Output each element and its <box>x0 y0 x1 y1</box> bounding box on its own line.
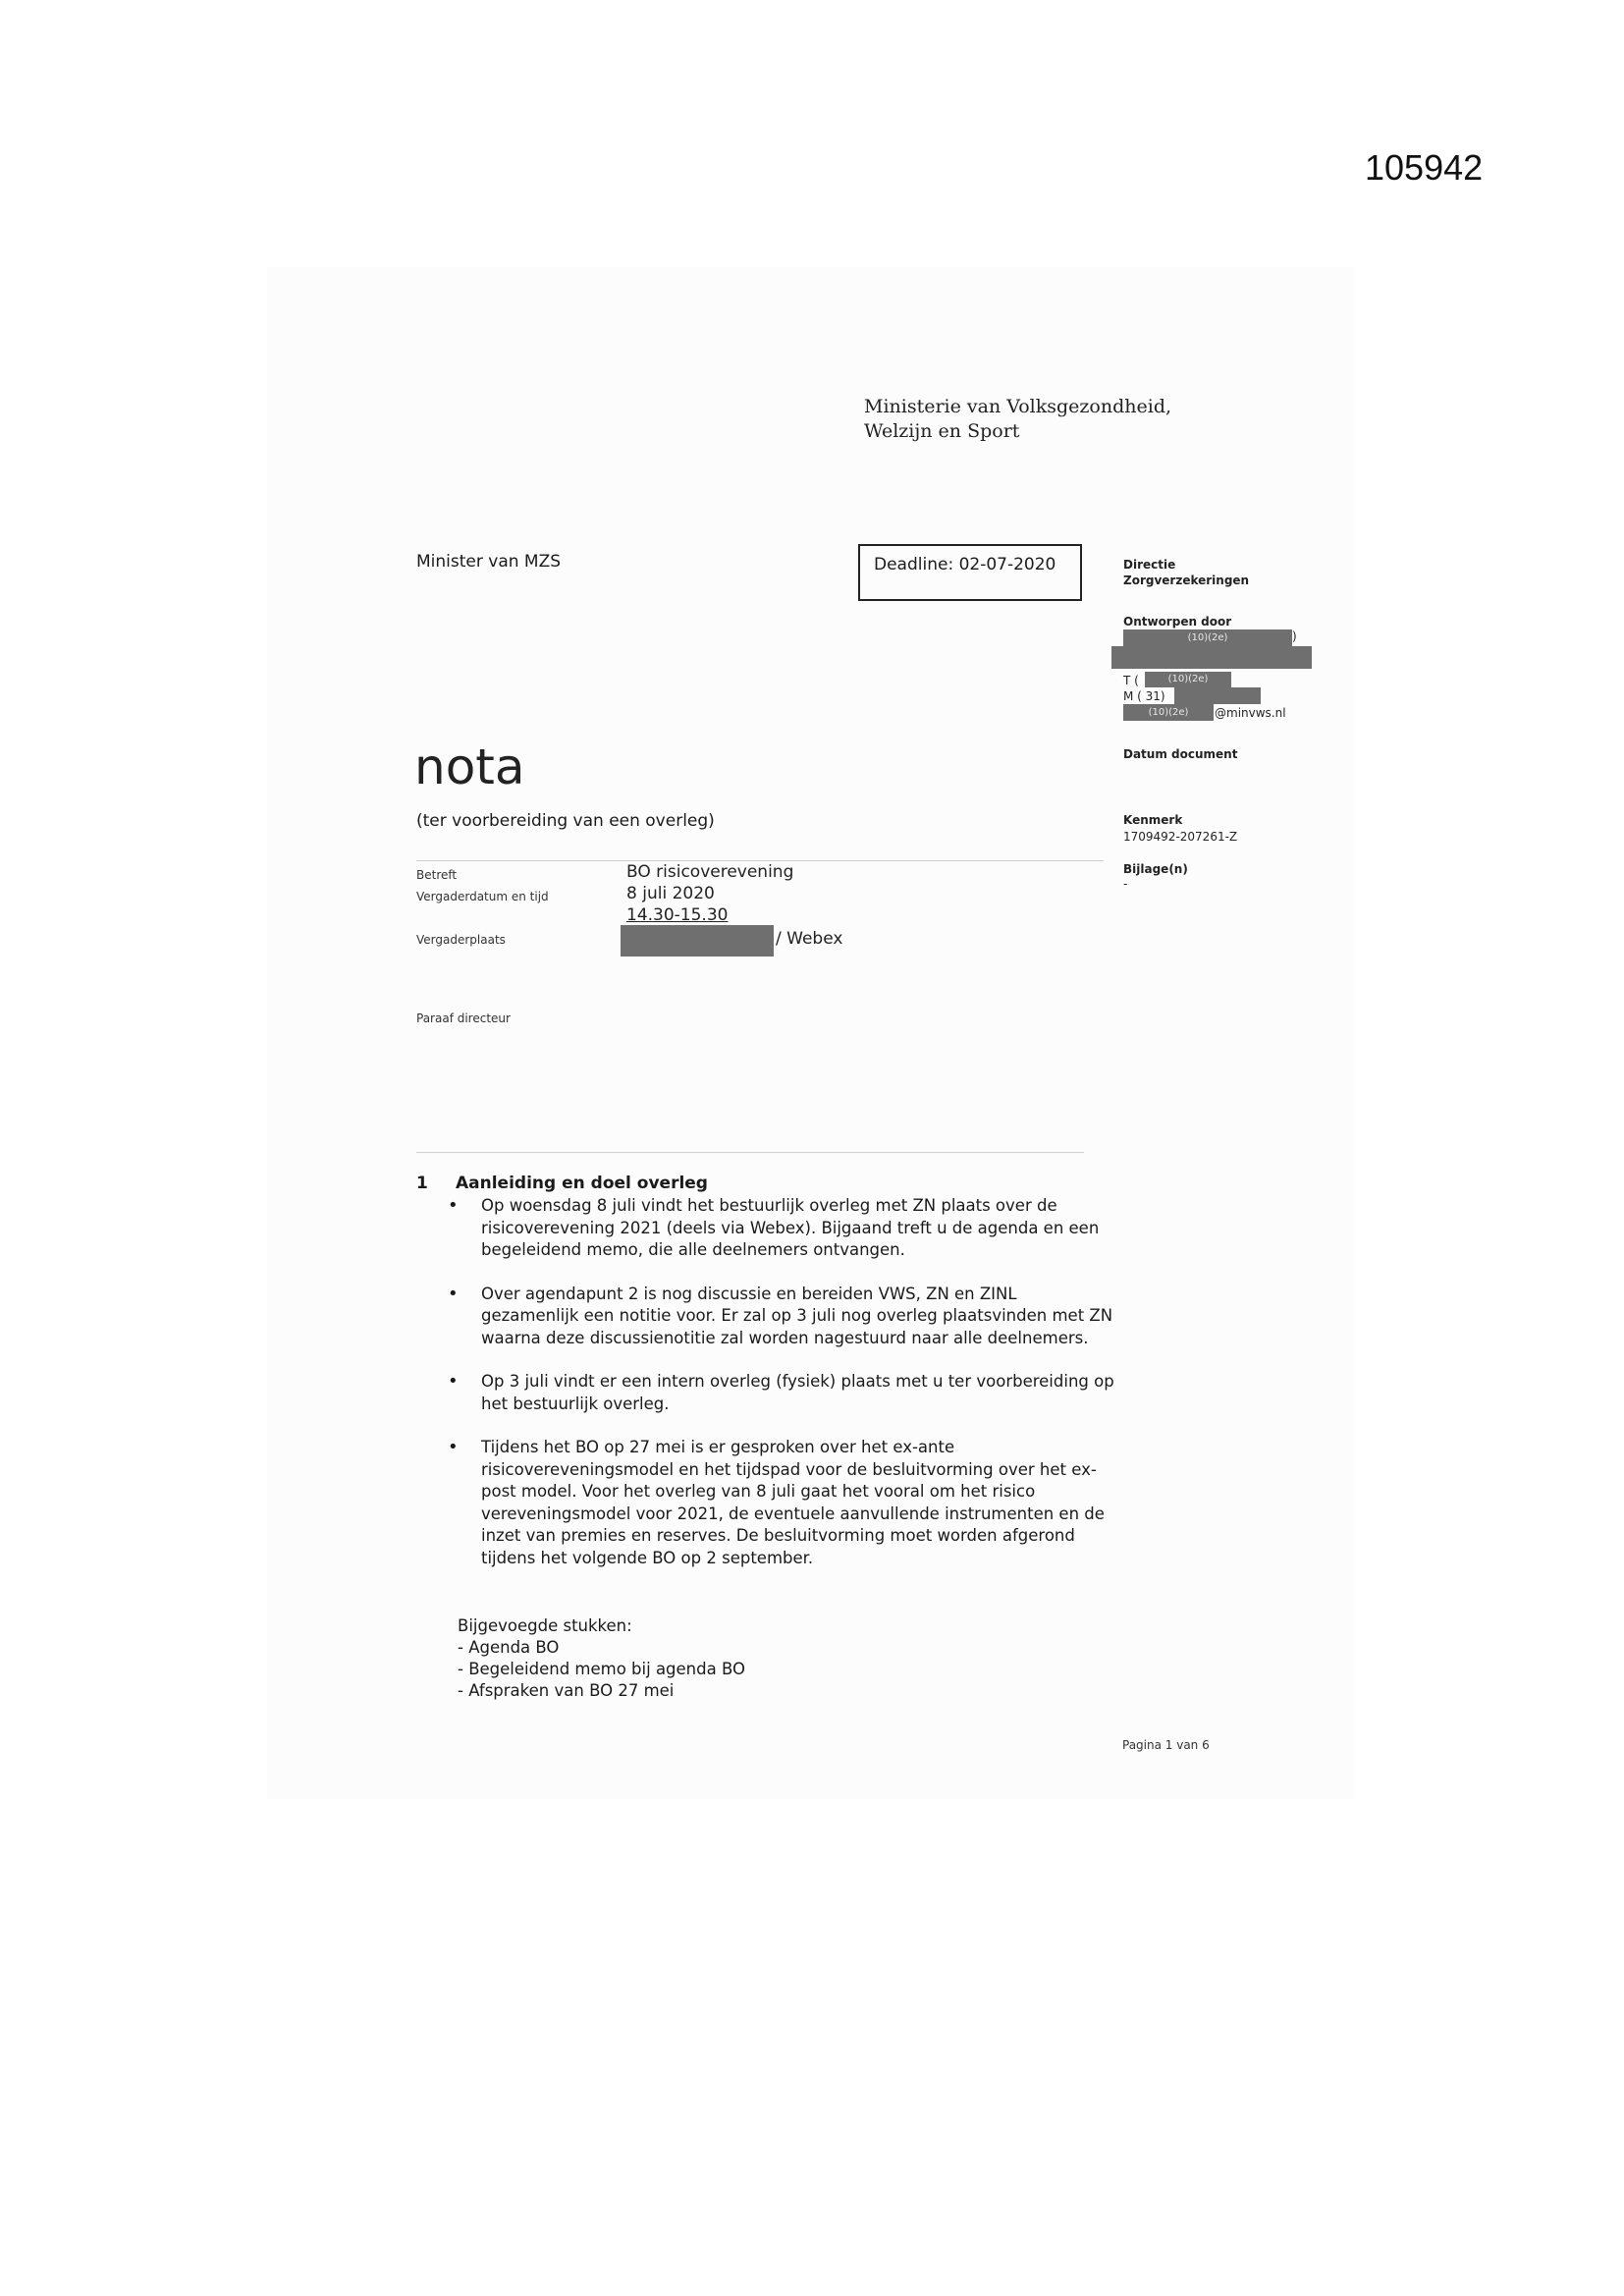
redaction-paren: ) <box>1292 629 1297 643</box>
document-number: 105942 <box>1365 147 1484 188</box>
kenmerk-value: 1709492-207261-Z <box>1123 830 1238 844</box>
redacted-email: (10)(2e) <box>1123 704 1214 721</box>
vergaderdatum-label: Vergaderdatum en tijd <box>416 890 549 903</box>
document-title: nota <box>414 738 525 795</box>
directie-label: Directie <box>1123 558 1176 572</box>
bijlage-label: Bijlage(n) <box>1123 862 1188 876</box>
ministry-logo-text <box>864 395 1171 444</box>
email-suffix: @minvws.nl <box>1215 706 1286 720</box>
bullet-item: • Op 3 juli vindt er een intern overleg (fysiek) plaats met u ter voorbereiding op het bestuurlijk overleg. <box>448 1371 1115 1415</box>
deadline-box <box>858 544 1082 601</box>
document-subtitle: (ter voorbereiding van een overleg) <box>416 811 715 831</box>
bijlage-value: - <box>1123 877 1128 891</box>
ministry-line-2: Welzijn en Sport <box>864 420 1020 442</box>
paraaf-label: Paraaf directeur <box>416 1011 511 1025</box>
bullet-item: • Tijdens het BO op 27 mei is er gesproken over het ex-ante risicovereveningsmodel en het tijdspad voor de besluitvorming over het ex-post model. Voor het overleg van 8 juli gaat het vooral om het risico vereveningsmodel voor 2021, de eventuele aanvullende instrumenten en de inzet van premies en reserves. De besluitvorming moet worden afgerond tijdens het volgende BO op 2 september. <box>448 1437 1115 1569</box>
vergadertijd-value: 14.30-15.30 <box>626 905 729 925</box>
directie-value: Zorgverzekeringen <box>1123 574 1250 587</box>
attachment-item: - Afspraken van BO 27 mei <box>458 1681 675 1700</box>
section-heading <box>416 1174 708 1193</box>
datum-document-label: Datum document <box>1123 747 1238 761</box>
page-number: Pagina 1 van 6 <box>1122 1738 1210 1752</box>
ontworpen-label: Ontworpen door <box>1123 615 1232 629</box>
vergaderplaats-value: / Webex <box>776 929 843 949</box>
section-number: 1 <box>416 1174 428 1193</box>
divider-top <box>416 860 1104 861</box>
redacted-location <box>621 925 774 957</box>
redacted-block <box>1111 646 1312 669</box>
bullet-item: • Op woensdag 8 juli vindt het bestuurlijk overleg met ZN plaats over de risicoverevening 2021 (deels via Webex). Bijgaand treft u de agenda en een begeleidend memo, die alle deelnemers ontvangen. <box>448 1195 1115 1262</box>
attachment-item: - Agenda BO <box>458 1638 560 1657</box>
attachment-item: - Begeleidend memo bij agenda BO <box>458 1660 745 1678</box>
divider-bottom <box>416 1152 1084 1153</box>
betreft-label: Betreft <box>416 868 458 882</box>
vergaderplaats-label: Vergaderplaats <box>416 933 506 947</box>
redacted-mobile <box>1174 687 1261 704</box>
vergaderdatum-value: 8 juli 2020 <box>626 884 715 903</box>
phone-m-label: M ( 31) <box>1123 689 1165 703</box>
kenmerk-label: Kenmerk <box>1123 813 1183 827</box>
betreft-value: BO risicoverevening <box>626 862 794 882</box>
deadline-text: Deadline: 02-07-2020 <box>874 555 1056 574</box>
recipient: Minister van MZS <box>416 552 562 572</box>
bullet-item: • Over agendapunt 2 is nog discussie en bereiden VWS, ZN en ZINL gezamenlijk een notitie voor. Er zal op 3 juli nog overleg plaatsvinden met ZN waarna deze discussienotitie zal worden nagestuurd naar alle deelnemers. <box>448 1284 1115 1350</box>
bullet-list <box>448 1195 1115 1591</box>
attachments <box>458 1615 745 1702</box>
redacted-phone: (10)(2e) <box>1145 672 1231 687</box>
phone-t-label: T ( <box>1123 674 1139 687</box>
attachments-title: Bijgevoegde stukken: <box>458 1616 632 1635</box>
section-title: Aanleiding en doel overleg <box>456 1174 708 1193</box>
redacted-name: (10)(2e) <box>1123 629 1292 646</box>
ministry-line-1: Ministerie van Volksgezondheid, <box>864 396 1172 417</box>
